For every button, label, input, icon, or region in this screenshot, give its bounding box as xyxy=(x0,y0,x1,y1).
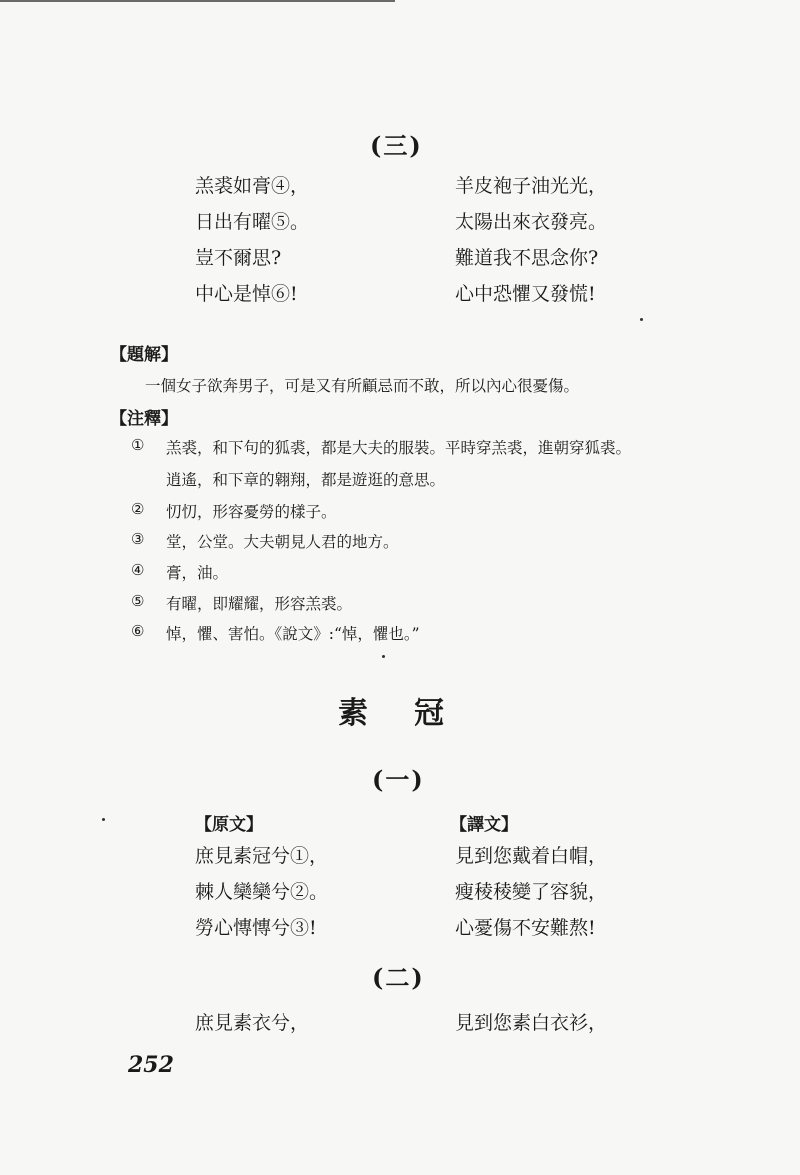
note-text: 羔裘，和下句的狐裘，都是大夫的服裝。平時穿羔裘，進朝穿狐裘。 xyxy=(166,439,632,457)
section-heading-two: (二) xyxy=(372,963,425,992)
translation-verse-column xyxy=(455,1005,607,1041)
note-number: ⑤ xyxy=(131,592,145,610)
note-number: ③ xyxy=(131,530,145,548)
note-text: 忉忉，形容憂勞的樣子。 xyxy=(166,503,337,521)
original-verse-column xyxy=(195,168,309,312)
original-verse-column xyxy=(195,838,328,946)
verse-line: 棘人欒欒兮②。 xyxy=(195,881,329,903)
verse-line: 羔裘如膏④， xyxy=(195,175,310,197)
translation-verse-column xyxy=(455,838,607,946)
translation-label: 【譯文】 xyxy=(450,815,518,835)
note-text: 悼，懼、害怕。《說文》:“悼，懼也。” xyxy=(166,625,420,643)
verse-line: 瘦稜稜變了容貌， xyxy=(455,881,608,903)
verse-line: 庶見素冠兮①， xyxy=(195,845,329,867)
tijie-text: 一個女子欲奔男子，可是又有所顧忌而不敢，所以內心很憂傷。 xyxy=(145,377,580,395)
translation-verse-column xyxy=(455,168,607,312)
note-number: ⑥ xyxy=(131,622,145,640)
original-label: 【原文】 xyxy=(195,815,263,835)
scan-speck xyxy=(102,818,105,821)
verse-line: 見到您戴着白帽， xyxy=(455,845,608,867)
section-heading-three: (三) xyxy=(370,131,423,160)
scan-speck xyxy=(382,655,385,658)
verse-line: 心憂傷不安難熬! xyxy=(455,917,596,939)
verse-line: 太陽出來衣發亮。 xyxy=(455,211,608,233)
verse-line: 庶見素衣兮， xyxy=(195,1012,310,1034)
verse-line: 難道我不思念你? xyxy=(455,247,599,269)
verse-line: 見到您素白衣衫， xyxy=(455,1012,608,1034)
verse-line: 豈不爾思? xyxy=(195,247,282,269)
page-number: 252 xyxy=(128,1052,174,1078)
note-number: ① xyxy=(131,436,145,454)
zhushi-label: 【注釋】 xyxy=(110,409,178,429)
note-text: 堂，公堂。大夫朝見人君的地方。 xyxy=(166,533,399,551)
note-text: 有曜，即耀耀，形容羔裘。 xyxy=(166,595,353,613)
section-heading-one: (一) xyxy=(372,765,425,794)
note-number: ④ xyxy=(131,561,145,579)
note-text: 膏，油。 xyxy=(166,564,229,582)
note-number: ② xyxy=(131,500,145,518)
top-rule xyxy=(0,0,395,2)
poem-title: 素冠 xyxy=(338,696,490,731)
verse-line: 日出有曜⑤。 xyxy=(195,211,310,233)
original-verse-column xyxy=(195,1005,309,1041)
verse-line: 心中恐懼又發慌! xyxy=(455,283,596,305)
verse-line: 羊皮袍子油光光， xyxy=(455,175,608,197)
verse-line: 中心是悼⑥! xyxy=(195,283,298,305)
tijie-label: 【題解】 xyxy=(110,345,178,365)
note-text: 逍遙，和下章的翱翔，都是遊逛的意思。 xyxy=(166,471,446,489)
verse-line: 勞心慱慱兮③! xyxy=(195,917,317,939)
scan-speck xyxy=(640,318,643,321)
